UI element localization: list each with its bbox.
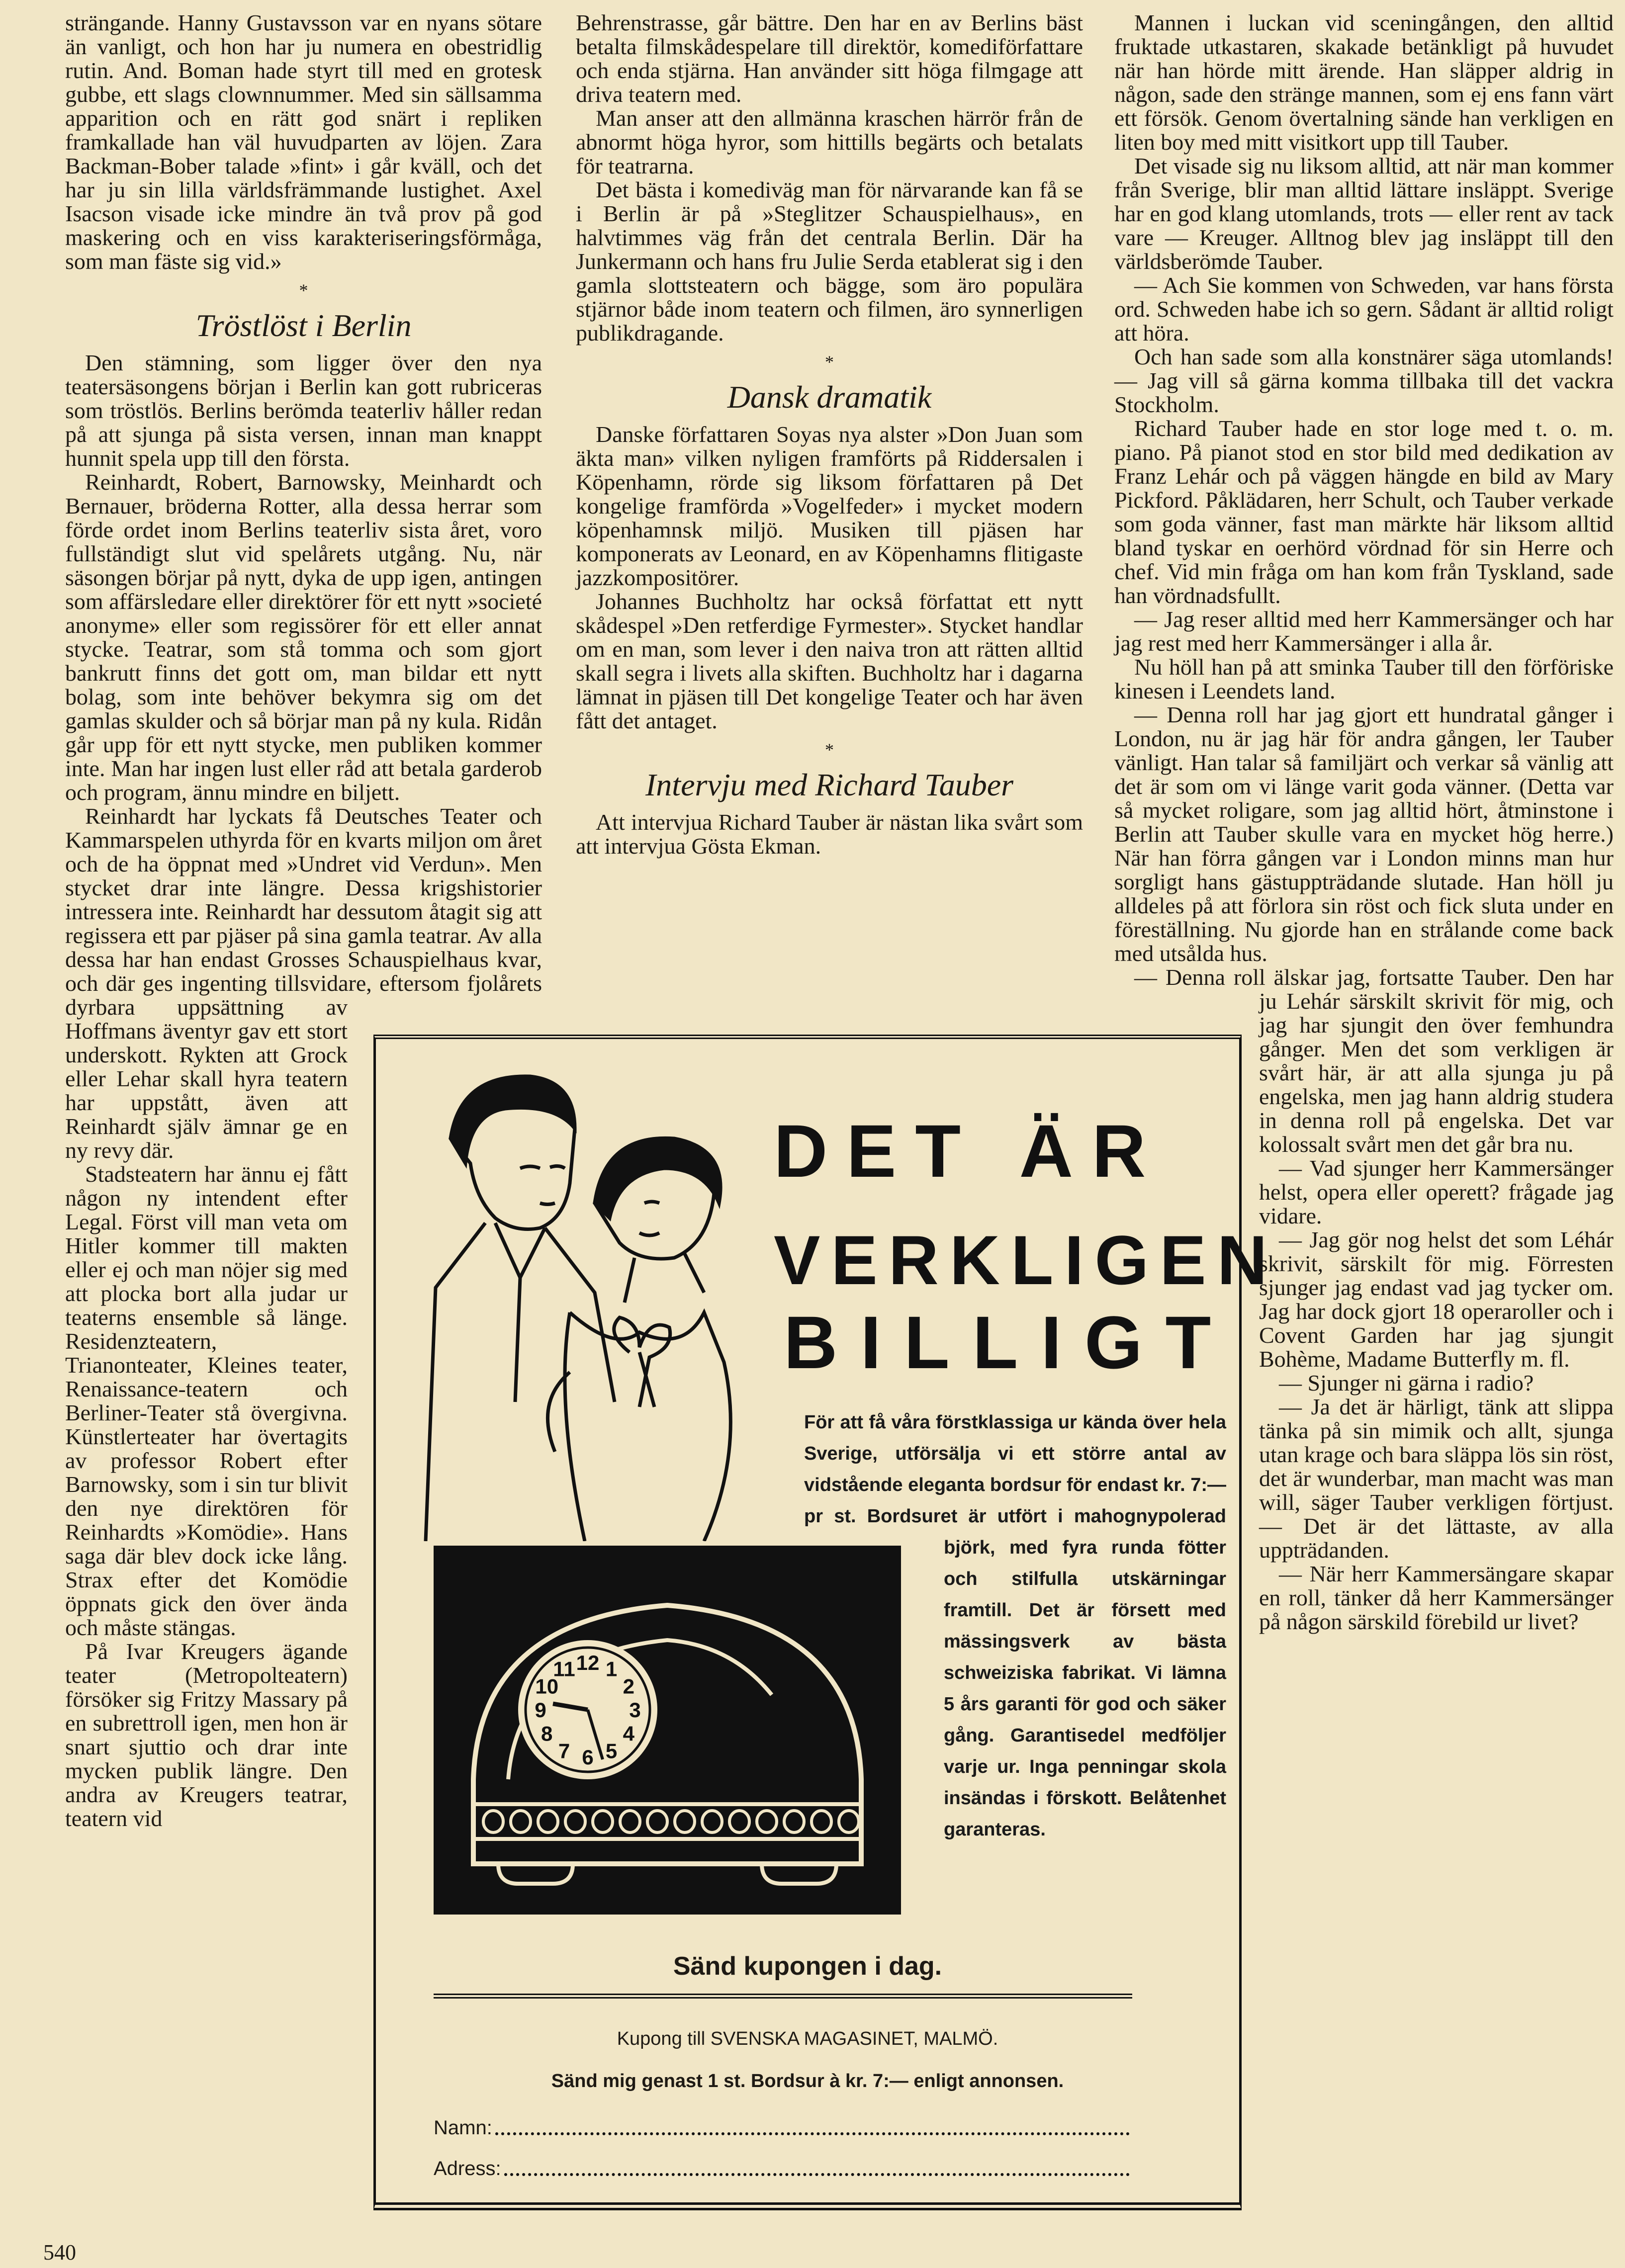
paragraph: Richard Tauber hade en stor loge med t. o. m. piano. På pianot stod en stor bild med dedikation av Franz Lehár och på väggen hängde en bild av Mary Pickford. Påklädaren, herr Schult, och Tauber verkade som goda vänner, fast man märkte här liksom alltid bland tyskar en oerhörd vördnad för sin Herre och chef. Vid min fråga om han kom från Tyskland, sade han vördnadsfullt.: [1114, 416, 1614, 608]
coupon-divider: [434, 1994, 1132, 1999]
coupon-address-field[interactable]: [434, 2158, 1130, 2180]
address-dotted-line[interactable]: [504, 2173, 1130, 2176]
clock-numeral: 5: [605, 1739, 618, 1763]
paragraph: Att intervjua Richard Tauber är nästan lika svårt som att intervjua Gösta Ekman.: [576, 809, 1083, 859]
clock-numeral: 9: [535, 1698, 546, 1722]
section-separator: *: [299, 280, 308, 300]
paragraph: Mannen i luckan vid sceningången, den alltid fruktade utkastaren, skakade betänkligt på huvudet när han hörde mitt ärende. Han släpper aldrig in någon, sade den stränge mannen, som ej ens fann värt ett försök. Genom övertalning sände han verkligen en liten boy med mitt visitkort upp till Tauber.: [1114, 10, 1614, 155]
paragraph: — Denna roll har jag gjort ett hundratal gånger i London, nu är jag här för andra gången, ler Tauber vänligt. Han talar så familjärt och verkar så vänlig att det är som om vi länge varit goda vänner. (Detta var så mycket roligare, som jag alltid hört, åtminstone i Berlin att Tauber skulle vara en mycket hög herre.) När han förra gången var i London minns man hur sorgligt hans gästuppträdande slutade. Han höll ju alldeles på att förlora sin röst och fick sluta under en föreställning. Nu gjorde han en strålande come back med utsålda hus.: [1114, 702, 1614, 966]
paragraph: Stadsteatern har ännu ej fått någon ny intendent efter Legal. Först vill man veta om Hitler kommer till makten eller ej och man nöjer sig med att plocka bort alla judar ur teaterns ensemble så länge. Residenzteatern, Trianonteater, Kleines teater, Renaissance-teatern och Berliner-Teater stå övergivna. Künstlerteater har övertagits av professor Robert efter Barnowsky, som i sin tur blivit den nye direktören för Reinhardts »Komödie». Hans saga där blev dock icke lång. Strax efter det Komödie öppnats gick den över ända och måste stängas.: [65, 1161, 348, 1640]
paragraph: Behrenstrasse, går bättre. Den har en av Berlins bäst betalta filmskådespelare till direktör, komediförfattare och enda stjärna. Han använder sitt höga filmgage att driva teatern med.: [576, 10, 1083, 107]
paragraph: — Jag gör nog helst det som Léhár skrivit, särskilt för mig. Förresten sjunger jag endast vad jag tycker om. Jag har dock gjort 18 operaroller och i Covent Garden har jag sjungit Bohème, Madame Butterfly m. fl.: [1259, 1227, 1614, 1372]
paragraph: Johannes Buchholtz har också författat ett nytt skådespel »Den retferdige Fyrmester». Stycket handlar om en man, som lever i den naiva tron att rätten alltid skall segra i livets alla skiften. Buchholtz har i dagarna lämnat in pjäsen till Det kongelige Teater och har även fått det antaget.: [576, 589, 1083, 733]
table-clock-illustration: [434, 1546, 901, 1915]
paragraph: — Sjunger ni gärna i radio?: [1279, 1370, 1534, 1396]
name-label: Namn:: [434, 2117, 492, 2139]
clock-numeral: 4: [623, 1722, 634, 1745]
headline-line-3: BILLIGT: [784, 1301, 1234, 1384]
section-separator: *: [825, 352, 834, 372]
clock-numeral: 6: [582, 1745, 594, 1769]
clock-numeral: 12: [576, 1651, 600, 1674]
couple-illustration: [406, 1054, 764, 1541]
section-separator: *: [825, 740, 834, 760]
clock-numeral: 7: [558, 1739, 570, 1763]
paragraph: Den stämning, som ligger över den nya teatersäsongens början i Berlin kan gott rubriceras som tröstlös. Berlins berömda teaterliv håller redan på att sjunga på sista versen, innan man knappt hunnit spela upp till den första.: [65, 350, 542, 471]
paragraph: Danske författaren Soyas nya alster »Don Juan som äkta man» vilken nyligen framförts på Riddersalen i Köpenhamn, rörde sig liksom författaren på Det kongelige framförda »Vogelfeder» i mycket modern köpenhamnsk miljö. Musiken till pjäsen har komponerats av Leonard, en av Köpenhamns flitigaste jazzkompositörer.: [576, 422, 1083, 590]
coupon-title: Kupong till SVENSKA MAGASINET, MALMÖ.: [617, 2028, 998, 2049]
paragraph: — Ja det är härligt, tänk att slippa tänka på sin mimik och allt, sjunga utan krage och bara släppa lös sin röst, det är wunderbar, man macht was man will, säger Tauber verkligen förtjust. — Det är det lättaste, av alla uppträdanden.: [1259, 1394, 1614, 1563]
paragraph: — Jag reser alltid med herr Kammersänger och har jag rest med herr Kammersänger i alla år.: [1114, 607, 1614, 656]
headline-line-2: VERKLIGEN: [774, 1221, 1278, 1299]
section-heading: Intervju med Richard Tauber: [645, 767, 1014, 802]
paragraph: — Ach Sie kommen von Schweden, var hans första ord. Schweden habe ich so gern. Sådant är alltid roligt att höra.: [1114, 272, 1614, 346]
middle-column: [576, 11, 1083, 858]
clock-numeral: 8: [541, 1722, 553, 1745]
paragraph: På Ivar Kreugers ägande teater (Metropolteatern) försöker sig Fritzy Massary på en subrettroll igen, men hon är snart sjuttio och drar inte mycken publik längre. Den andra av Kreugers teatrar, teatern vid: [65, 1639, 348, 1831]
section-heading: Dansk dramatik: [727, 379, 932, 415]
ad-body-copy: För att få våra förstklassiga ur kända över hela Sverige, utförsälja vi ett större antal av vidstående eleganta bordsur för endast kr. 7:— pr st. Bordsuret är utfört i mahognypolerad björk, med fyra runda fötter och stilfulla utskärningar framtill. Det är försett med mässingsverk av bästa schweiziska fabrikat. Vi lämna 5 års garanti för god och säker gång. Garantisedel medföljer varje ur. Inga penningar skola insändas i förskott. Belåtenhet garanteras.: [804, 1412, 1226, 1840]
clock-numeral: 10: [535, 1674, 559, 1698]
clock-numeral: 11: [553, 1657, 575, 1681]
paragraph: Nu höll han på att sminka Tauber till den förföriske kinesen i Leendets land.: [1114, 654, 1614, 703]
page-number: 540: [43, 2240, 76, 2265]
coupon-name-field[interactable]: [434, 2117, 1130, 2139]
paragraph: Reinhardt har lyckats få Deutsches Teater och Kammarspelen uthyrda för en kvarts miljon om året och de ha öppnat med »Undret vid Verdun». Men stycket drar inte längre. Dessa krigshistorier intressera inte. Reinhardt har dessutom åtagit sig att regissera ett par pjäser på sina gamla teatrar. Av alla dessa har han endast Grosses Schauspielhaus kvar, och där ges ingenting tillsvidare, eftersom fjolårets dyrbara uppsättning av Hoffmans äventyr gav ett stort underskott. Rykten att Grock eller Lehar skall hyra teatern har uppstått, även att Reinhardt själv ämnar ge en ny revy där.: [65, 803, 542, 1163]
paragraph: — När herr Kammersängare skapar en roll, tänker då herr Kammersänger på någon särskild förebild ur livet?: [1259, 1561, 1614, 1634]
paragraph: Reinhardt, Robert, Barnowsky, Meinhardt och Bernauer, bröderna Rotter, alla dessa herrar som förde ordet inom Berlins teaterliv sista året, voro fullständigt slut vid spelårets utgång. Nu, när säsongen börjar på nytt, dyka de upp igen, antingen som affärsledare eller direktörer för ett nytt »societé anonyme» eller som regissörer för ett eller annat stycke. Teatrar, som stå tomma och som gjort bankrutt finns det gott om, man bildar ett nytt bolag, som inte behöver bekymra sig om det gamlas skulder och så börjar man på ny kula. Ridån går upp för ett nytt stycke, men publiken kommer inte. Man har ingen lust eller råd att betala garderob och program, ännu mindre en biljett.: [65, 469, 542, 805]
paragraph: — Vad sjunger herr Kammersänger helst, opera eller operett? frågade jag vidare.: [1259, 1155, 1614, 1228]
clock-numeral: 2: [623, 1674, 634, 1698]
paragraph: Det bästa i komediväg man för närvarande kan få se i Berlin är på »Steglitzer Schauspielhaus», en halvtimmes väg från det centrala Berlin. Där ha Junkermann och hans fru Julie Serda etablerat sig i den gamla slottsteatern och bägge, som äro populära stjärnor både inom teatern och filmen, äro synnerligen publikdragande.: [576, 177, 1083, 346]
name-dotted-line[interactable]: [495, 2132, 1130, 2135]
clock-advertisement: [373, 1035, 1278, 2210]
paragraph: strängande. Hanny Gustavsson var en nyans sötare än vanligt, och hon har ju numera en obestridlig rutin. And. Boman hade styrt till med en grotesk gubbe, ett slags clownnummer. Med sin sällsamma apparition och en rätt god snärt i repliken framkallade han väl huvudparten av löjen. Zara Backman-Bober talade »fint» i går kväll, och det har ju sin lilla världsfrämmande lustighet. Axel Isacson visade icke mindre än två prov på god maskering och en viss karakteriseringsförmåga, som man fäste sig vid.»: [65, 10, 542, 274]
address-label: Adress:: [434, 2158, 501, 2180]
clock-numeral: 1: [605, 1657, 618, 1681]
call-to-action: Sänd kupongen i dag.: [673, 1952, 942, 1981]
clock-numeral: 3: [629, 1698, 641, 1722]
headline-line-1: DET ÄR: [774, 1109, 1165, 1193]
paragraph: Och han sade som alla konstnärer säga utomlands! — Jag vill så gärna komma tillbaka till det vackra Stockholm.: [1114, 344, 1614, 417]
paragraph: Det visade sig nu liksom alltid, att när man kommer från Sverige, blir man alltid lättare insläppt. Sverige har en god klang utomlands, trots — eller rent av tack vare — Kreuger. Alltnog blev jag insläppt till den världsberömde Tauber.: [1114, 153, 1614, 274]
section-heading: Tröstlöst i Berlin: [195, 308, 412, 343]
coupon-text: Sänd mig genast 1 st. Bordsur à kr. 7:— enligt annonsen.: [551, 2071, 1064, 2092]
paragraph: Man anser att den allmänna kraschen härrör från de abnormt höga hyror, som hittills begärts och betalats för teatrarna.: [576, 105, 1083, 178]
paragraph: — Denna roll älskar jag, fortsatte Tauber. Den har ju Lehár särskilt skrivit för mig, och jag har sjungit den över femhundra gånger. Men det som verkligen är svårt här, är att alla sjunga ju på engelska, men jag hann aldrig studera in denna roll på engelska. Det var kolossalt svårt men det går bra nu.: [1134, 964, 1614, 1157]
